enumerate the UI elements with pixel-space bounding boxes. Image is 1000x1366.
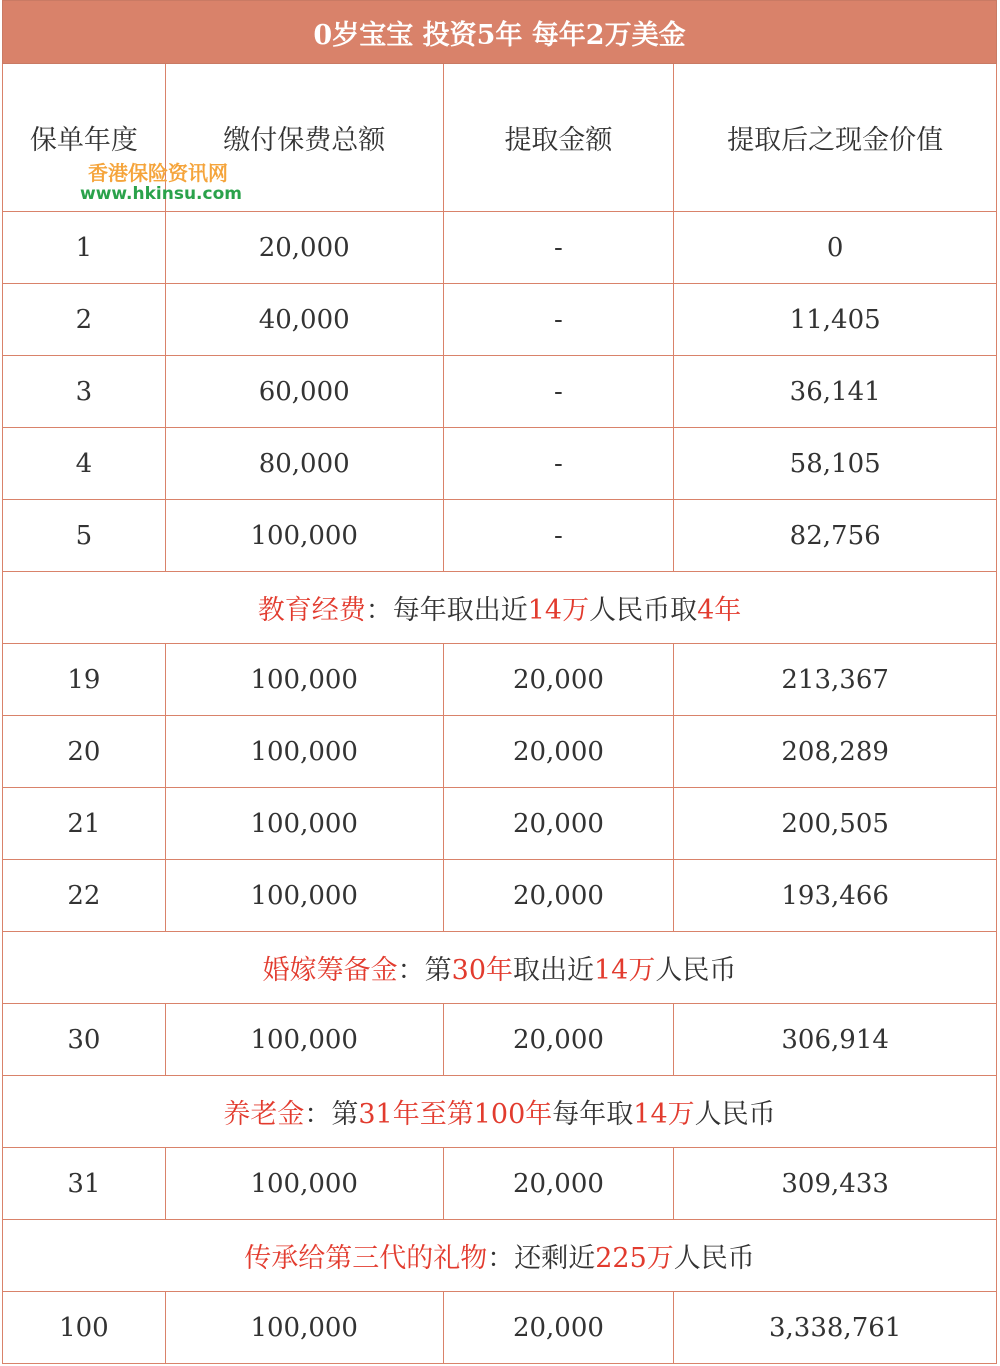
table-row: [2, 500, 997, 572]
cell-premium: 60,000: [166, 356, 444, 428]
cell-cash-value: 36,141: [674, 356, 997, 428]
section-education-row: [2, 572, 997, 644]
cell-withdrawal: 20,000: [444, 860, 675, 932]
cell-year: 1: [3, 212, 166, 284]
section-label: 婚嫁筹备金: [262, 955, 398, 986]
section-legacy: 传承给第三代的礼物 ：还剩近 225万 人民币: [3, 1220, 997, 1292]
table-row: [2, 1292, 997, 1364]
cell-withdrawal: -: [444, 356, 675, 428]
header-cash-value: 提取后之现金价值: [674, 64, 997, 212]
cell-year: 31: [3, 1148, 166, 1220]
section-label: 传承给第三代的礼物: [244, 1243, 488, 1274]
cell-withdrawal: 20,000: [444, 1292, 675, 1364]
watermark-url: www.hkinsu.com: [80, 184, 242, 204]
cell-premium: 100,000: [166, 500, 444, 572]
table-title: 0岁宝宝 投资5年 每年2万美金: [2, 0, 997, 64]
cell-withdrawal: 20,000: [444, 1004, 675, 1076]
table-row: [2, 212, 997, 284]
cell-withdrawal: 20,000: [444, 644, 675, 716]
table-header-row: [2, 64, 997, 212]
section-wedding: 婚嫁筹备金 ：第 30年 取出近 14万 人民币: [3, 932, 997, 1004]
rows-block-3: [2, 1004, 997, 1076]
cell-cash-value: 306,914: [674, 1004, 997, 1076]
cell-year: 20: [3, 716, 166, 788]
cell-premium: 20,000: [166, 212, 444, 284]
section-retirement-row: [2, 1076, 997, 1148]
section-wedding-row: [2, 932, 997, 1004]
table-row: [2, 860, 997, 932]
cell-premium: 40,000: [166, 284, 444, 356]
table-row: [2, 1148, 997, 1220]
table-row: [2, 1004, 997, 1076]
cell-withdrawal: 20,000: [444, 788, 675, 860]
cell-cash-value: 58,105: [674, 428, 997, 500]
cell-cash-value: 309,433: [674, 1148, 997, 1220]
section-label: 教育经费: [257, 595, 366, 626]
cell-year: 19: [3, 644, 166, 716]
cell-withdrawal: -: [444, 500, 675, 572]
cell-year: 3: [3, 356, 166, 428]
cell-year: 5: [3, 500, 166, 572]
cell-cash-value: 3,338,761: [674, 1292, 997, 1364]
cell-year: 30: [3, 1004, 166, 1076]
cell-year: 22: [3, 860, 166, 932]
cell-premium: 100,000: [166, 716, 444, 788]
table-row: [2, 788, 997, 860]
section-education: 教育经费 ：每年取出近 14万 人民币取 4年: [3, 572, 997, 644]
rows-block-5: [2, 1292, 997, 1364]
header-withdrawal-amount: 提取金额: [444, 64, 675, 212]
cell-year: 4: [3, 428, 166, 500]
header-policy-year: 保单年度: [3, 64, 166, 212]
rows-block-2: [2, 644, 997, 932]
cell-premium: 100,000: [166, 1292, 444, 1364]
cell-withdrawal: 20,000: [444, 716, 675, 788]
cell-year: 100: [3, 1292, 166, 1364]
section-retirement: 养老金 ：第 31年至第100年 每年取 14万 人民币: [3, 1076, 997, 1148]
table-row: [2, 356, 997, 428]
cell-cash-value: 82,756: [674, 500, 997, 572]
cell-premium: 100,000: [166, 1004, 444, 1076]
investment-table: [2, 0, 997, 1364]
section-label: 养老金: [223, 1099, 305, 1130]
cell-cash-value: 0: [674, 212, 997, 284]
cell-year: 2: [3, 284, 166, 356]
rows-block-4: [2, 1148, 997, 1220]
rows-block-1: [2, 212, 997, 572]
cell-premium: 100,000: [166, 1148, 444, 1220]
cell-cash-value: 213,367: [674, 644, 997, 716]
cell-premium: 100,000: [166, 644, 444, 716]
cell-premium: 100,000: [166, 788, 444, 860]
cell-year: 21: [3, 788, 166, 860]
section-legacy-row: [2, 1220, 997, 1292]
table-row: [2, 644, 997, 716]
watermark-cn: 香港保险资讯网: [88, 161, 228, 185]
table-row: [2, 716, 997, 788]
cell-premium: 80,000: [166, 428, 444, 500]
cell-cash-value: 193,466: [674, 860, 997, 932]
header-total-premium: 缴付保费总额: [166, 64, 444, 212]
cell-withdrawal: -: [444, 428, 675, 500]
cell-premium: 100,000: [166, 860, 444, 932]
cell-cash-value: 208,289: [674, 716, 997, 788]
cell-withdrawal: 20,000: [444, 1148, 675, 1220]
cell-withdrawal: -: [444, 212, 675, 284]
table-row: [2, 284, 997, 356]
cell-cash-value: 200,505: [674, 788, 997, 860]
table-row: [2, 428, 997, 500]
cell-cash-value: 11,405: [674, 284, 997, 356]
cell-withdrawal: -: [444, 284, 675, 356]
